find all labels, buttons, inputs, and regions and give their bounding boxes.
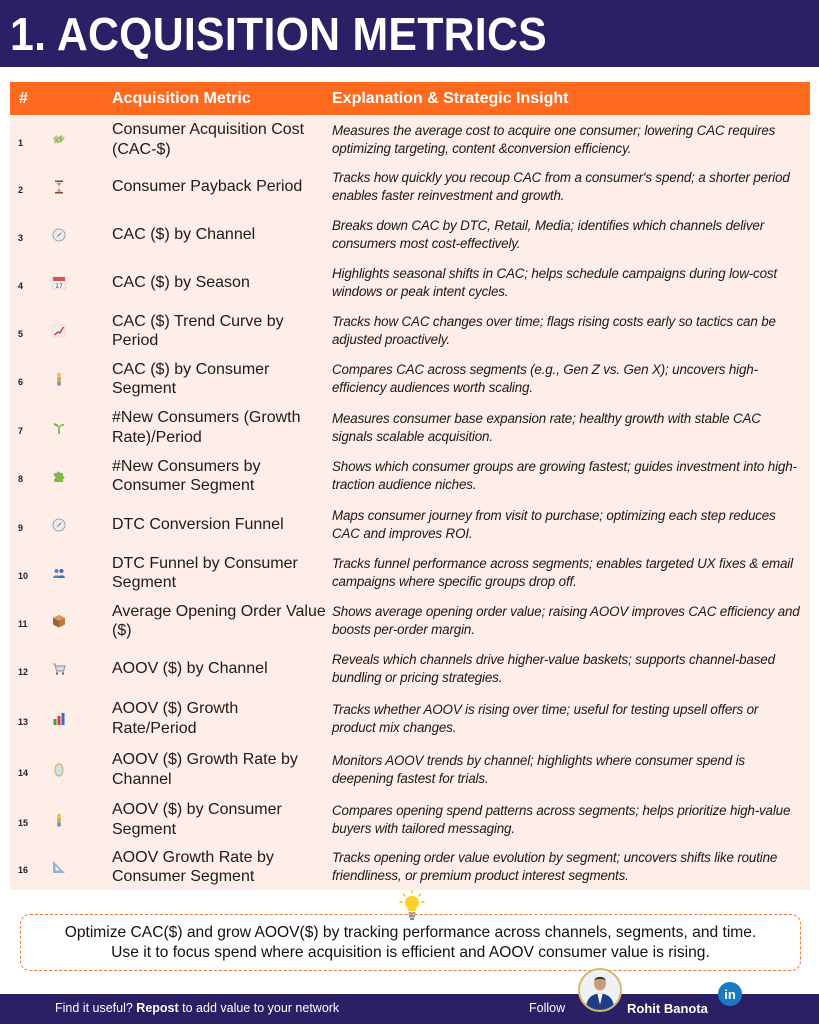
metric-name: #New Consumers by Consumer Segment (112, 457, 261, 494)
metric-explanation: Reveals which channels drive higher-value baskets; supports channel-based bundling or pricing strategies. (332, 652, 775, 685)
table-row (10, 597, 810, 645)
row-number: 13 (18, 716, 29, 727)
hourglass-icon (50, 180, 112, 194)
page-title: 1. ACQUISITION METRICS (10, 7, 547, 60)
seedling-icon (50, 421, 112, 435)
svg-text:17: 17 (55, 283, 63, 290)
person-photo-icon (580, 970, 620, 1010)
table-row (10, 115, 810, 164)
footer-bar (0, 994, 819, 1024)
row-number: 2 (18, 185, 24, 195)
chart-increasing-icon (50, 324, 112, 338)
metric-explanation: Maps consumer journey from visit to purchase; optimizing each step reduces CAC and improves ROI. (332, 507, 776, 541)
bar-chart-icon (50, 712, 112, 726)
table-row (10, 307, 810, 355)
shopping-cart-icon (50, 662, 112, 676)
repost-prompt: Find it useful? Repost to add value to your network (55, 1001, 340, 1015)
metric-explanation: Tracks how quickly you recoup CAC from a consumer's spend; a shorter period enables faster reinvestment and growth. (332, 170, 790, 203)
metric-name: DTC Conversion Funnel (112, 515, 284, 533)
metric-explanation: Measures consumer base expansion rate; healthy growth with stable CAC signals scalable acquisition. (332, 410, 761, 444)
follow-label: Follow (529, 1001, 566, 1015)
metric-name: CAC ($) by Channel (112, 225, 256, 243)
table-row (10, 403, 810, 452)
linkedin-icon[interactable]: in (718, 982, 742, 1006)
triangular-ruler-icon (50, 860, 112, 874)
money-with-wings-icon (50, 133, 112, 147)
compass-icon (50, 518, 112, 532)
table-row (10, 693, 810, 744)
table-header (10, 82, 810, 115)
metric-explanation: Shows average opening order value; raising AOOV improves CAC efficiency and boosts per-order margin. (332, 604, 800, 637)
metric-explanation: Tracks whether AOOV is rising over time; useful for testing upsell offers or product mix changes. (332, 701, 759, 735)
metric-explanation: Highlights seasonal shifts in CAC; helps schedule campaigns during low-cost windows or peak intent cycles. (332, 266, 778, 299)
row-number: 9 (18, 522, 24, 533)
repost-link[interactable]: Repost (136, 1001, 179, 1015)
metric-explanation: Compares CAC across segments (e.g., Gen Z vs. Gen X); uncovers high-efficiency audiences worth scaling. (332, 362, 758, 395)
metric-name: Consumer Payback Period (112, 178, 303, 196)
metric-name: AOOV ($) by Consumer Segment (112, 801, 282, 838)
row-number: 10 (18, 571, 29, 581)
person-standing-icon (50, 813, 112, 827)
summary-callout (20, 914, 801, 971)
row-number: 8 (18, 474, 24, 484)
metric-explanation: Shows which consumer groups are growing fastest; guides investment into high-traction audience niches. (332, 459, 797, 492)
metric-name: Average Opening Order Value ($) (112, 602, 326, 639)
metrics-table (10, 82, 810, 890)
row-number: 16 (18, 865, 29, 875)
metric-name: DTC Funnel by Consumer Segment (112, 554, 298, 591)
metric-explanation: Tracks funnel performance across segments; enables targeted UX fixes & email campaigns where specific groups drop off. (332, 556, 793, 589)
table-body (10, 115, 810, 890)
table-row (10, 355, 810, 403)
summary-line-1: Optimize CAC($) and grow AOOV($) by tracking performance across channels, segments, and time. (64, 923, 757, 941)
metric-name: CAC ($) Trend Curve by Period (112, 312, 284, 349)
metric-explanation: Tracks how CAC changes over time; flags rising costs early so tactics can be adjusted proactively. (332, 314, 776, 347)
row-number: 11 (18, 619, 28, 629)
avatar[interactable] (578, 968, 622, 1012)
table-row (10, 164, 810, 210)
package-icon (50, 614, 112, 628)
busts-in-silhouette-icon (50, 566, 112, 580)
row-number: 3 (18, 232, 24, 243)
table-row (10, 795, 810, 844)
metric-explanation: Compares opening spend patterns across segments; helps prioritize high-value buyers with tailored messaging. (332, 802, 791, 836)
metric-explanation: Measures the average cost to acquire one consumer; lowering CAC requires optimizing targeting, content &conversion efficiency. (332, 122, 776, 156)
metric-name: AOOV ($) Growth Rate by Channel (112, 751, 298, 788)
table-row (10, 844, 810, 890)
table-row (10, 744, 810, 795)
row-number: 7 (18, 425, 24, 436)
calendar-icon (50, 276, 112, 290)
author-name[interactable]: Rohit Banota (627, 1001, 708, 1016)
row-number: 15 (18, 817, 29, 828)
table-row (10, 259, 810, 307)
summary-line-2: Use it to focus spend where acquisition is efficient and AOOV consumer value is rising. (111, 943, 710, 961)
row-number: 1 (18, 137, 24, 148)
metric-explanation: Tracks opening order value evolution by segment; uncovers shifts like routine friendliness, or premium product interest segments. (332, 850, 778, 883)
metric-name: AOOV Growth Rate by Consumer Segment (112, 848, 274, 885)
metric-explanation: Breaks down CAC by DTC, Retail, Media; identifies which channels deliver consumers most cost-effectively. (332, 217, 765, 251)
compass-icon (50, 228, 112, 242)
row-number: 4 (18, 281, 24, 291)
header-num: # (19, 89, 28, 107)
header-metric: Acquisition Metric (112, 89, 251, 107)
row-number: 6 (18, 377, 24, 387)
table-row (10, 500, 810, 549)
metric-name: CAC ($) by Consumer Segment (112, 360, 270, 397)
mirror-icon (50, 763, 112, 777)
row-number: 5 (18, 329, 24, 339)
table-row (10, 210, 810, 259)
metric-name: Consumer Acquisition Cost (CAC-$) (112, 121, 305, 158)
puzzle-piece-icon (50, 469, 112, 483)
metric-name: #New Consumers (Growth Rate)/Period (112, 409, 301, 446)
metric-explanation: Monitors AOOV trends by channel; highlights where consumer spend is deepening fastest for trials. (332, 752, 745, 786)
metric-name: AOOV ($) by Channel (112, 660, 268, 678)
person-standing-icon (50, 372, 112, 386)
header-explanation: Explanation & Strategic Insight (332, 89, 569, 107)
row-number: 14 (18, 767, 29, 778)
metric-name: AOOV ($) Growth Rate/Period (112, 700, 239, 737)
metric-name: CAC ($) by Season (112, 274, 250, 292)
table-row (10, 645, 810, 693)
table-row (10, 452, 810, 500)
row-number: 12 (18, 667, 29, 677)
table-row (10, 549, 810, 597)
title-bar (0, 0, 819, 67)
